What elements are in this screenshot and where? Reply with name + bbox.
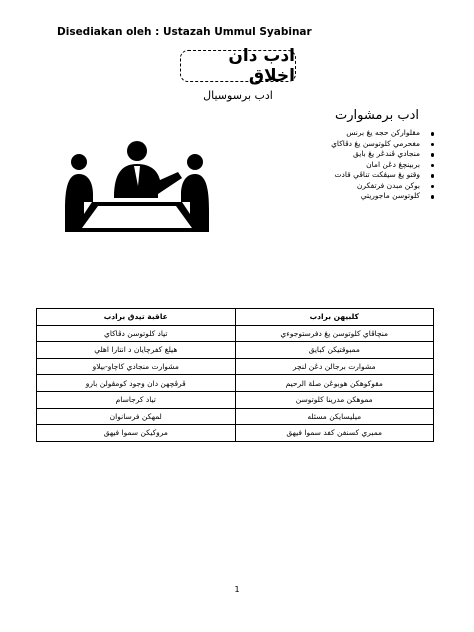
page-number: 1: [234, 585, 240, 594]
table-cell: مقوکوهکن هوبوڠن صلة الرحيم: [235, 375, 434, 392]
page-subtitle: ادب برسوسيال: [203, 89, 273, 102]
table-cell: هيلغ کفرچايان د انتارا اهلي: [37, 342, 236, 359]
table-row: [37, 342, 434, 359]
table-row: [37, 325, 434, 342]
column-header-consequences: عاقبة تيدق برادب: [37, 309, 236, 326]
table-row: [37, 391, 434, 408]
manners-list: [284, 128, 434, 202]
table-row: [37, 358, 434, 375]
list-item: کلوتوسن ماجوريتي: [284, 191, 434, 202]
table-row: [37, 425, 434, 442]
author-line: Disediakan oleh : Ustazah Ummul Syabinar: [57, 26, 312, 38]
table-cell: مموهکن مدرينا کلوتوسن: [235, 391, 434, 408]
list-item: مغحرمي کلوتوسن يڠ دڤاکاي: [284, 139, 434, 150]
table-cell: ممبوقتيکن کبايق: [235, 342, 434, 359]
table-cell: ممبري کسنفن کفد سموا فيهق: [235, 425, 434, 442]
table-cell: تياد کرجاسام: [37, 391, 236, 408]
table-cell: لمهکن فرسانوان: [37, 408, 236, 425]
table-cell: ميليسايکن مسئله: [235, 408, 434, 425]
manners-heading: ادب برمشوارت: [335, 108, 419, 123]
table-cell: تياد کلوتوسن دڤاکاي: [37, 325, 236, 342]
table-cell: ڤرڤچهن دان وجود کومڤولن بارو: [37, 375, 236, 392]
list-item: منجادي ڤندڠر يڠ بايق: [284, 149, 434, 160]
list-item: وقتو يڠ سيڤکت تناڤي قادت: [284, 170, 434, 181]
column-header-benefits: کلبيهن برادب: [235, 309, 434, 326]
list-item: مقلوارکن حجه يڠ برنس: [284, 128, 434, 139]
list-item: بوکن مبدن فرتفکرن: [284, 181, 434, 192]
list-item: بربينچڠ دڠن امان: [284, 160, 434, 171]
adab-comparison-table: [36, 308, 434, 442]
table-cell: مشوارت برجالن دڠن لنچر: [235, 358, 434, 375]
table-cell: منچاڤاي کلوتوسن يڠ دفرستوجوءي: [235, 325, 434, 342]
meeting-table-icon: [62, 140, 212, 240]
table-header-row: [37, 309, 434, 326]
table-row: [37, 375, 434, 392]
table-row: [37, 408, 434, 425]
page-title: ادب دان اخلاق: [180, 50, 296, 82]
table-cell: مشوارت منجادي کاچاو-بيلاو: [37, 358, 236, 375]
table-cell: مروکيکن سموا فيهق: [37, 425, 236, 442]
